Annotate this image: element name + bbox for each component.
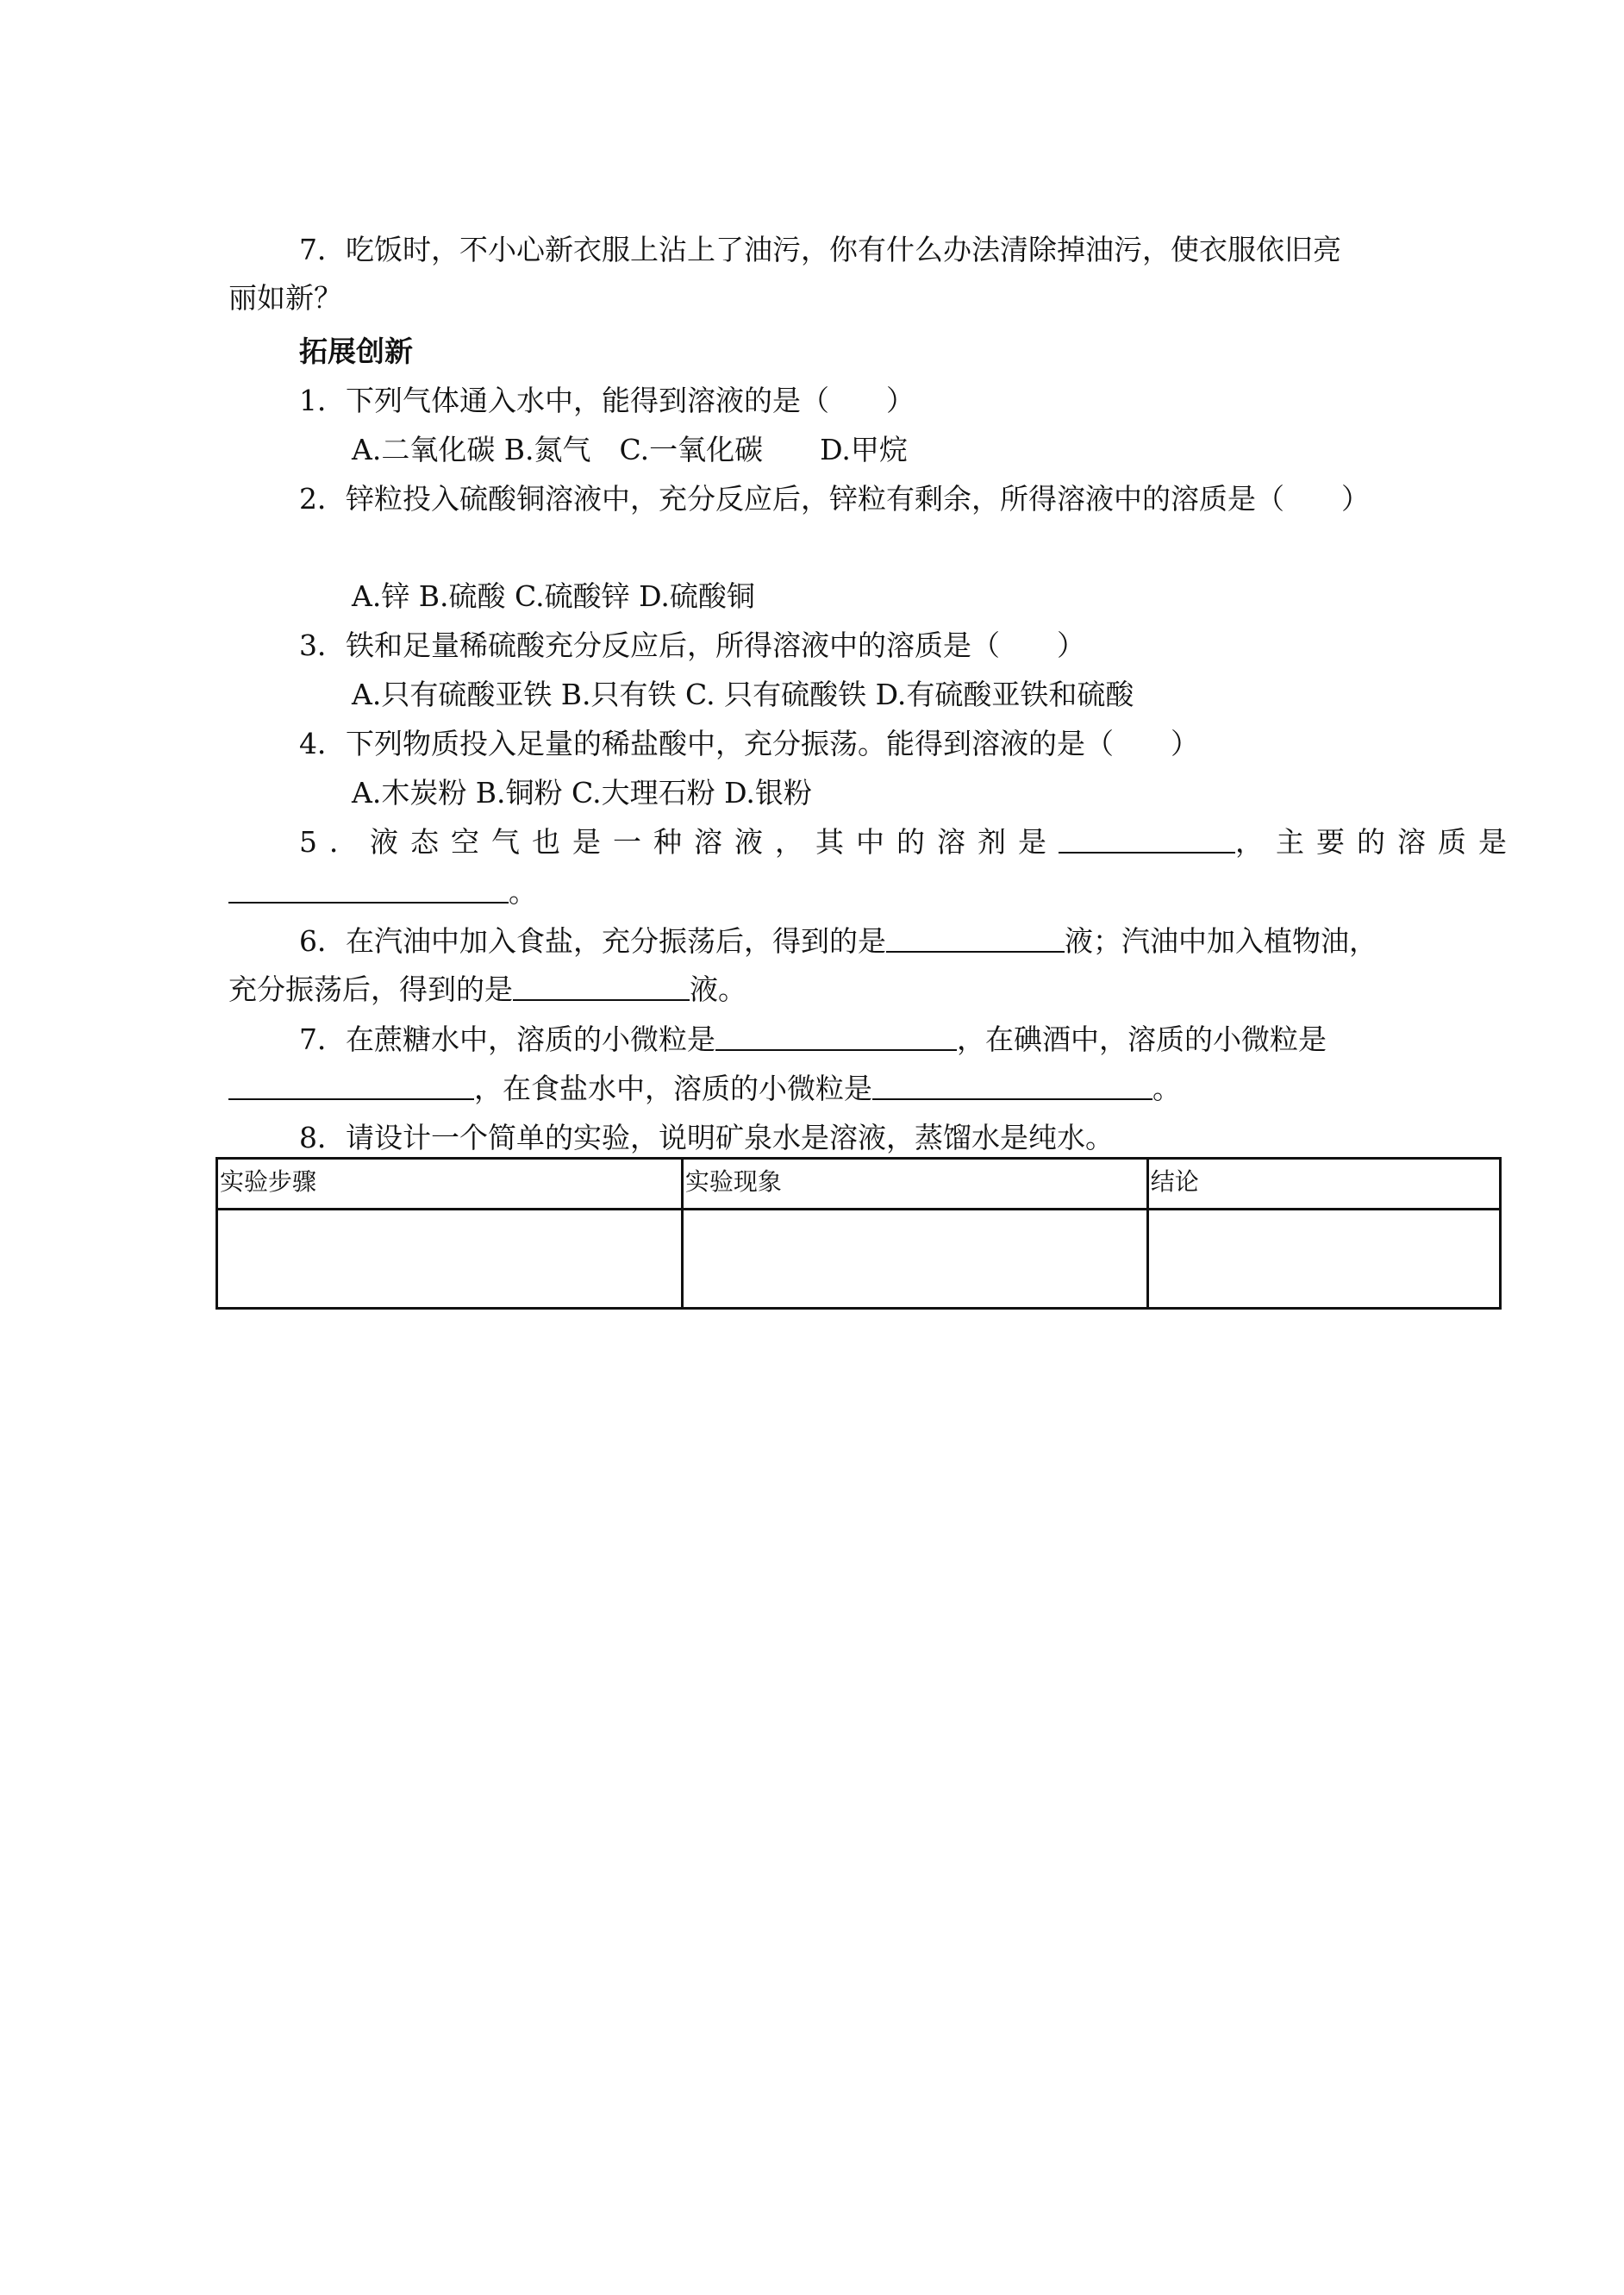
question-7-blank-1[interactable] [715, 1023, 957, 1051]
question-7-line1 [299, 1021, 1327, 1059]
question-6-text-c: 充分振荡后，得到的是 [228, 972, 513, 1006]
question-6-line2 [228, 971, 746, 1009]
question-8-stem: 8．请设计一个简单的实验，说明矿泉水是溶液，蒸馏水是纯水。 [299, 1121, 1114, 1154]
question-1-stem: 1．下列气体通入水中，能得到溶液的是（ ） [299, 384, 915, 417]
prev-question-7-line1: 7．吃饭时，不小心新衣服上沾上了油污，你有什么办法清除掉油污，使衣服依旧亮 [299, 233, 1341, 266]
question-6-blank-2[interactable] [513, 973, 690, 1001]
question-3-options: A.只有硫酸亚铁 B.只有铁 C. 只有硫酸铁 D.有硫酸亚铁和硫酸 [352, 678, 1134, 711]
question-5-text-a: 5．液态空气也是一种溶液，其中的溶剂是 [299, 825, 1059, 859]
question-6-text-d: 液。 [690, 972, 746, 1006]
question-5-blank-1[interactable] [1059, 826, 1235, 854]
answer-steps-cell[interactable] [217, 1210, 683, 1309]
question-6-text-b: 液；汽油中加入植物油， [1065, 924, 1377, 958]
section-title: 拓展创新 [299, 335, 413, 368]
answer-phenomena-cell[interactable] [682, 1210, 1147, 1309]
question-7-blank-2[interactable] [228, 1072, 474, 1100]
header-phenomena: 实验现象 [682, 1159, 1147, 1210]
question-5-end: 。 [509, 875, 537, 909]
question-5-text-b: ，主要的溶质是 [1235, 825, 1519, 859]
question-7-line2 [228, 1070, 1181, 1108]
question-5-line1 [299, 823, 1519, 861]
prev-question-7-line2: 丽如新？ [228, 281, 342, 315]
experiment-table [215, 1157, 1502, 1310]
question-7-end: 。 [1152, 1072, 1181, 1105]
question-2-stem: 2．锌粒投入硫酸铜溶液中，充分反应后，锌粒有剩余，所得溶液中的溶质是（ ） [299, 482, 1370, 516]
question-5-blank-2[interactable] [228, 876, 509, 904]
question-3-stem: 3．铁和足量稀硫酸充分反应后，所得溶液中的溶质是（ ） [299, 628, 1085, 662]
answer-conclusion-cell[interactable] [1147, 1210, 1500, 1309]
question-6-line1 [299, 922, 1377, 960]
experiment-table-answer-row [217, 1210, 1501, 1309]
header-steps: 实验步骤 [217, 1159, 683, 1210]
question-4-stem: 4．下列物质投入足量的稀盐酸中，充分振荡。能得到溶液的是（ ） [299, 727, 1199, 760]
question-7-text-a: 7．在蔗糖水中，溶质的小微粒是 [299, 1022, 715, 1056]
question-6-text-a: 6．在汽油中加入食盐，充分振荡后，得到的是 [299, 924, 886, 958]
question-2-options: A.锌 B.硫酸 C.硫酸锌 D.硫酸铜 [352, 579, 755, 613]
experiment-table-header-row [217, 1159, 1501, 1210]
header-conclusion: 结论 [1147, 1159, 1500, 1210]
question-7-text-c: ，在食盐水中，溶质的小微粒是 [474, 1072, 872, 1105]
question-7-blank-3[interactable] [872, 1072, 1152, 1100]
question-6-blank-1[interactable] [886, 925, 1065, 953]
question-4-options: A.木炭粉 B.铜粉 C.大理石粉 D.银粉 [352, 776, 812, 810]
question-7-text-b: ，在碘酒中，溶质的小微粒是 [957, 1022, 1327, 1056]
question-5-line2 [228, 873, 537, 911]
question-1-options: A.二氧化碳 B.氮气 C.一氧化碳 D.甲烷 [352, 433, 908, 466]
